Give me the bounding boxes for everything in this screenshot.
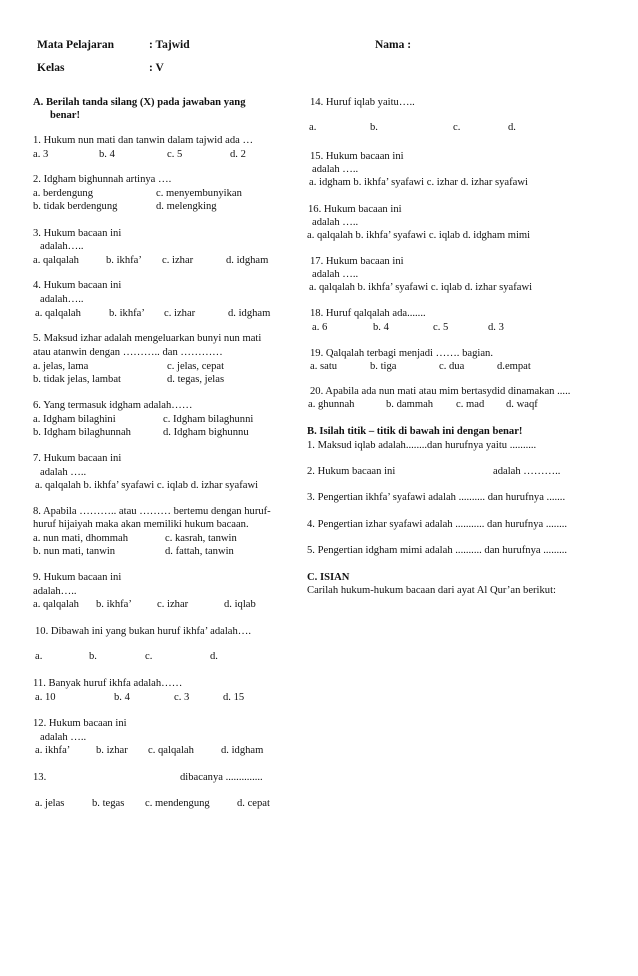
q2-option-b: b. tidak berdengung xyxy=(33,201,118,212)
q10-option-b: b. xyxy=(89,651,97,662)
q14-option-d: d. xyxy=(508,122,516,133)
q5-option-c: c. jelas, cepat xyxy=(167,361,225,372)
q20-option-a: a. ghunnah xyxy=(308,399,355,410)
q2-option-a: a. berdengung xyxy=(33,188,94,199)
q19-option-d: d.empat xyxy=(497,361,531,372)
q9-option-d: d. iqlab xyxy=(224,599,256,610)
question-20: 20. Apabila ada nun mati atau mim bertasydid dinamakan ..... xyxy=(310,386,571,397)
section-c-instruction: Carilah hukum-hukum bacaan dari ayat Al Qur’an berikut: xyxy=(307,585,556,596)
q3-option-d: d. idgham xyxy=(226,255,269,266)
section-a-heading-cont: benar! xyxy=(50,110,81,121)
q14-option-b: b. xyxy=(370,122,378,133)
question-1: 1. Hukum nun mati dan tanwin dalam tajwid ada … xyxy=(33,135,254,146)
q9-option-b: b. ikhfa’ xyxy=(96,599,132,610)
question-3: 3. Hukum bacaan ini xyxy=(33,228,122,239)
question-4-cont: adalah….. xyxy=(40,294,84,305)
name-label: Nama : xyxy=(375,39,412,51)
q8-option-d: d. fattah, tanwin xyxy=(165,546,234,557)
q3-option-b: b. ikhfa’ xyxy=(106,255,142,266)
q6-option-a: a. Idgham bilaghini xyxy=(33,414,116,425)
q6-option-d: d. Idgham bighunnu xyxy=(163,427,249,438)
q18-option-c: c. 5 xyxy=(433,322,449,333)
section-b-item-2-cont: adalah ……….. xyxy=(493,466,561,477)
q3-option-c: c. izhar xyxy=(162,255,194,266)
question-9: 9. Hukum bacaan ini xyxy=(33,572,122,583)
question-15-cont: adalah ….. xyxy=(312,164,359,175)
question-16: 16. Hukum bacaan ini xyxy=(308,204,402,215)
q3-option-a: a. qalqalah xyxy=(33,255,79,266)
question-4: 4. Hukum bacaan ini xyxy=(33,280,122,291)
q5-option-a: a. jelas, lama xyxy=(33,361,89,372)
q12-option-d: d. idgham xyxy=(221,745,264,756)
q9-option-c: c. izhar xyxy=(157,599,189,610)
q4-option-d: d. idgham xyxy=(228,308,271,319)
section-b-item-4: 4. Pengertian izhar syafawi adalah ........... dan hurufnya ........ xyxy=(307,519,568,530)
section-b-item-2: 2. Hukum bacaan ini xyxy=(307,466,396,477)
q8-option-c: c. kasrah, tanwin xyxy=(165,533,237,544)
question-12: 12. Hukum bacaan ini xyxy=(33,718,127,729)
question-14: 14. Huruf iqlab yaitu….. xyxy=(310,97,415,108)
q14-option-c: c. xyxy=(453,122,461,133)
q17-options: a. qalqalah b. ikhfa’ syafawi c. iqlab d. izhar syafawi xyxy=(309,282,533,293)
q15-options: a. idgham b. ikhfa’ syafawi c. izhar d. izhar syafawi xyxy=(309,177,528,188)
q4-option-b: b. ikhfa’ xyxy=(109,308,145,319)
question-12-cont: adalah ….. xyxy=(40,732,87,743)
q1-option-a: a. 3 xyxy=(33,149,49,160)
section-b-item-1: 1. Maksud iqlab adalah........dan hurufnya yaitu .......... xyxy=(307,440,537,451)
q10-option-c: c. xyxy=(145,651,153,662)
q8-option-a: a. nun mati, dhommah xyxy=(33,533,129,544)
subject-label: Mata Pelajaran xyxy=(37,39,114,51)
question-13: 13. xyxy=(33,772,47,783)
section-c-heading: C. ISIAN xyxy=(307,572,350,583)
q20-option-d: d. waqf xyxy=(506,399,538,410)
question-2: 2. Idgham bighunnah artinya …. xyxy=(33,174,172,185)
q11-option-a: a. 10 xyxy=(35,692,56,703)
q20-option-c: c. mad xyxy=(456,399,485,410)
question-8: 8. Apabila ……….. atau ……… bertemu dengan huruf- xyxy=(33,506,271,517)
q1-option-c: c. 5 xyxy=(167,149,183,160)
q10-option-d: d. xyxy=(210,651,218,662)
q11-option-b: b. 4 xyxy=(114,692,130,703)
q18-option-b: b. 4 xyxy=(373,322,389,333)
question-6: 6. Yang termasuk idgham adalah…… xyxy=(33,400,193,411)
q14-option-a: a. xyxy=(309,122,317,133)
q6-option-c: c. Idgham bilaghunni xyxy=(163,414,254,425)
question-17-cont: adalah ….. xyxy=(312,269,359,280)
question-7-cont: adalah ….. xyxy=(40,467,87,478)
q5-option-b: b. tidak jelas, lambat xyxy=(33,374,121,385)
class-label: Kelas xyxy=(37,62,65,74)
q13-option-c: c. mendengung xyxy=(145,798,210,809)
q12-option-a: a. ikhfa’ xyxy=(35,745,71,756)
q1-option-b: b. 4 xyxy=(99,149,115,160)
question-11: 11. Banyak huruf ikhfa adalah…… xyxy=(33,678,183,689)
q10-option-a: a. xyxy=(35,651,43,662)
question-7: 7. Hukum bacaan ini xyxy=(33,453,122,464)
q9-option-a: a. qalqalah xyxy=(33,599,79,610)
q4-option-a: a. qalqalah xyxy=(35,308,81,319)
q12-option-b: b. izhar xyxy=(96,745,128,756)
q13-option-b: b. tegas xyxy=(92,798,125,809)
question-9-cont: adalah….. xyxy=(33,586,77,597)
q20-option-b: b. dammah xyxy=(386,399,434,410)
q11-option-c: c. 3 xyxy=(174,692,190,703)
section-a-heading: A. Berilah tanda silang (X) pada jawaban yang xyxy=(33,97,246,108)
question-17: 17. Hukum bacaan ini xyxy=(310,256,404,267)
q12-option-c: c. qalqalah xyxy=(148,745,194,756)
q4-option-c: c. izhar xyxy=(164,308,196,319)
q13-option-a: a. jelas xyxy=(35,798,65,809)
q2-option-c: c. menyembunyikan xyxy=(156,188,242,199)
q18-option-d: d. 3 xyxy=(488,322,504,333)
section-b-heading: B. Isilah titik – titik di bawah ini dengan benar! xyxy=(307,426,523,437)
q6-option-b: b. Idgham bilaghunnah xyxy=(33,427,131,438)
section-b-item-3: 3. Pengertian ikhfa’ syafawi adalah .......... dan hurufnya ....... xyxy=(307,492,566,503)
subject-value: : Tajwid xyxy=(149,39,190,51)
question-8-cont: huruf hijaiyah maka akan memiliki hukum bacaan. xyxy=(33,519,249,530)
q13-option-d: d. cepat xyxy=(237,798,270,809)
q1-option-d: d. 2 xyxy=(230,149,246,160)
question-3-cont: adalah….. xyxy=(40,241,84,252)
q5-option-d: d. tegas, jelas xyxy=(167,374,225,385)
question-5: 5. Maksud izhar adalah mengeluarkan bunyi nun mati xyxy=(33,333,262,344)
section-b-item-5: 5. Pengertian idgham mimi adalah .......... dan hurufnya ......... xyxy=(307,545,568,556)
question-15: 15. Hukum bacaan ini xyxy=(310,151,404,162)
question-10: 10. Dibawah ini yang bukan huruf ikhfa’ adalah…. xyxy=(35,626,252,637)
question-18: 18. Huruf qalqalah ada....... xyxy=(310,308,426,319)
question-5-cont: atau atanwin dengan ……….. dan ………… xyxy=(33,347,223,358)
question-16-cont: adalah ….. xyxy=(312,217,359,228)
question-13-cont: dibacanya .............. xyxy=(180,772,263,783)
q7-options: a. qalqalah b. ikhfa’ syafawi c. iqlab d. izhar syafawi xyxy=(35,480,259,491)
q16-options: a. qalqalah b. ikhfa’ syafawi c. iqlab d. idgham mimi xyxy=(307,230,531,241)
q11-option-d: d. 15 xyxy=(223,692,245,703)
q8-option-b: b. nun mati, tanwin xyxy=(33,546,116,557)
q19-option-b: b. tiga xyxy=(370,361,397,372)
q18-option-a: a. 6 xyxy=(312,322,328,333)
q2-option-d: d. melengking xyxy=(156,201,217,212)
class-value: : V xyxy=(149,62,164,74)
question-19: 19. Qalqalah terbagi menjadi ……. bagian. xyxy=(310,348,493,359)
q19-option-a: a. satu xyxy=(310,361,338,372)
q19-option-c: c. dua xyxy=(439,361,465,372)
